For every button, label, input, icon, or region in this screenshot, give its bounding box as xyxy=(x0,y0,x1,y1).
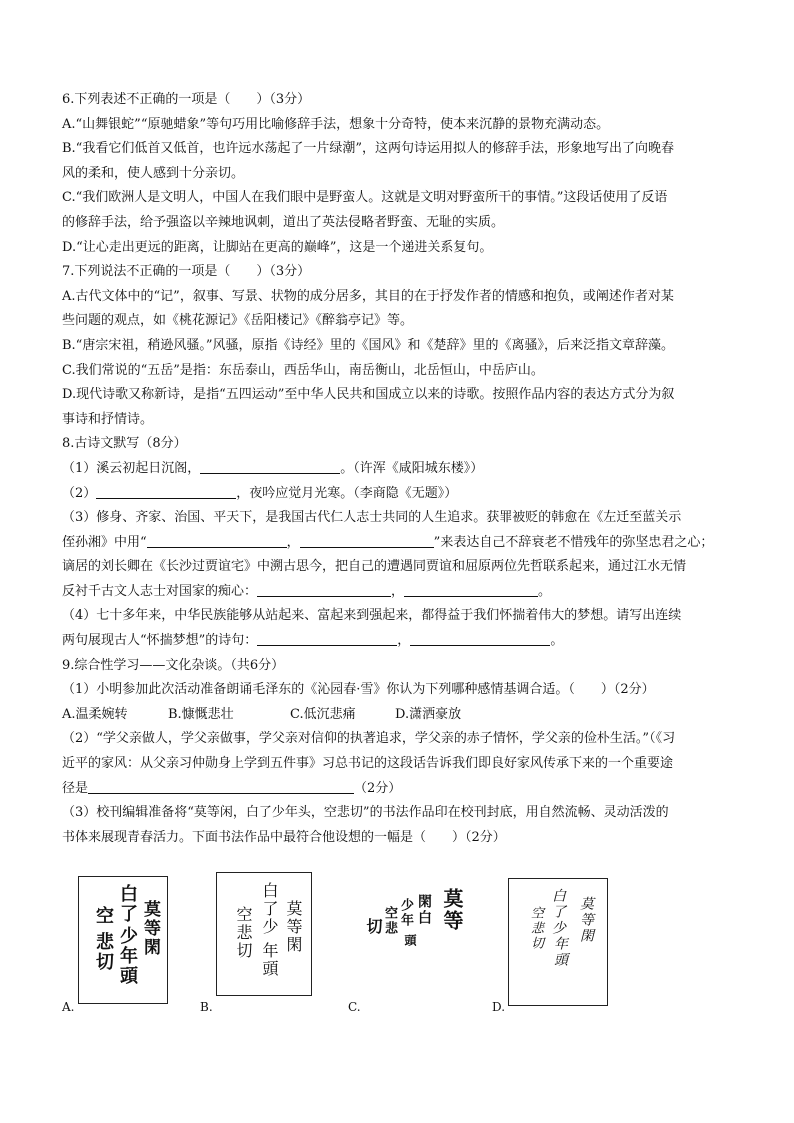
answer-blank[interactable] xyxy=(147,533,287,548)
choice-label: C. xyxy=(348,1000,361,1014)
q6-stem: 6.下列表述不正确的一项是（ ）（3分） xyxy=(62,92,311,107)
q8-sub1 xyxy=(62,457,742,482)
calligraphy-text: 白了少 xyxy=(260,882,279,936)
answer-blank[interactable] xyxy=(200,459,340,474)
calligraphy-text: 白了少 xyxy=(550,888,566,936)
q8-sub4-text: 两句展现古人“怀揣梦想”的诗句： xyxy=(62,633,258,649)
q8-sub3-line3: 谪居的刘长卿在《长沙过贾谊宅》中溯古思今，把自己的遭遇同贾谊和屈原两位先哲联系起来，通过江水无情 xyxy=(62,559,687,575)
q7-option-a-line2: 些问题的观点，如《桃花源记》《岳阳楼记》《醉翁亭记》等。 xyxy=(62,313,414,329)
comma: ， xyxy=(286,534,300,550)
q8-sub1-suffix: 。（许浑《咸阳城东楼》） xyxy=(340,460,484,476)
choice-label: B. xyxy=(200,1000,213,1014)
calligraphy-text: 切 xyxy=(364,918,383,936)
calligraphy-text: 空悲切 xyxy=(528,906,543,951)
answer-blank[interactable] xyxy=(257,631,397,646)
q8-sub4-line1: （4）七十多年来，中华民族能够从站起来、富起来到强起来，都得益于我们怀揣着伟大的梦想。请写出连续 xyxy=(62,608,682,624)
calligraphy-text: 頭 xyxy=(403,934,417,948)
calligraphy-c[interactable] xyxy=(348,870,488,1020)
calligraphy-text: 閑白 xyxy=(416,894,432,926)
answer-blank[interactable] xyxy=(410,631,550,646)
choice-label: D. xyxy=(492,1000,506,1014)
q8-stem: 8.古诗文默写（8分） xyxy=(62,436,187,452)
calligraphy-text: 莫等 xyxy=(440,888,464,932)
q8-sub4-line2 xyxy=(62,629,742,654)
q8-sub2 xyxy=(62,482,742,507)
answer-blank[interactable] xyxy=(257,582,391,597)
calligraphy-text: 空悲切 xyxy=(234,906,253,960)
q7-stem: 7.下列说法不正确的一项是（ ）（3分） xyxy=(62,264,311,280)
choice-a[interactable]: A.温柔婉转 xyxy=(62,706,128,722)
q7-option-c: C.我们常说的“五岳”是指：东岳泰山，西岳华山，南岳衡山，北岳恒山，中岳庐山。 xyxy=(62,362,544,378)
calligraphy-a[interactable] xyxy=(62,870,202,1020)
calligraphy-text: 莫等閑 xyxy=(284,900,303,954)
calligraphy-b[interactable] xyxy=(200,870,330,1020)
calligraphy-text: 莫等閑 xyxy=(140,900,160,957)
calligraphy-text: 少年 xyxy=(398,898,413,928)
period: 。 xyxy=(550,633,564,649)
choice-d[interactable]: D.潇洒豪放 xyxy=(395,706,462,722)
answer-blank[interactable] xyxy=(88,779,354,794)
q7-option-d-line2: 事诗和抒情诗。 xyxy=(62,411,154,427)
q9-sub3-line1: （3）校刊编辑准备将“莫等闲，白了少年头，空悲切”的书法作品印在校刊封底，用自然流畅、灵动活泼的 xyxy=(62,805,669,821)
q8-sub3-text: 侄孙湘》中用“ xyxy=(62,534,147,550)
q6-option-a: A.“山舞银蛇”“原驰蜡象”等句巧用比喻修辞手法，想象十分奇特，使本来沉静的景物充满动态。 xyxy=(62,116,610,132)
q9-sub2-score: （2分） xyxy=(354,780,402,796)
q9-sub3-line2: 书体来展现青春活力。下面书法作品中最符合他设想的一幅是（ ）（2分） xyxy=(62,829,506,845)
q9-stem: 9.综合性学习——文化杂谈。（共6分） xyxy=(62,657,285,673)
q8-sub3-line1: （3）修身、齐家、治国、平天下，是我国古代仁人志士共同的人生追求。获罪被贬的韩愈在《左迁至蓝关示 xyxy=(62,510,682,526)
q9-sub1-options xyxy=(62,703,742,728)
answer-blank[interactable] xyxy=(300,533,434,548)
q7-option-b: B.“唐宗宋祖，稍逊风骚。”风骚，原指《诗经》里的《国风》和《楚辞》里的《离骚》，后来泛指文章辞藻。 xyxy=(62,337,674,353)
calligraphy-text: 空 xyxy=(93,906,114,926)
q8-sub2-suffix: ，夜吟应觉月光寒。（李商隐《无题》） xyxy=(236,485,458,501)
calligraphy-text: 少年頭 xyxy=(117,926,138,986)
answer-blank[interactable] xyxy=(96,484,236,499)
calligraphy-text: 白了 xyxy=(117,884,138,924)
q7-option-a-line1: A.古代文体中的“记”，叙事、写景、状物的成分居多，其目的在于抒发作者的情感和抱负，或阐述作者对某 xyxy=(62,288,674,304)
question-sheet xyxy=(62,88,742,850)
q8-sub2-prefix: （2） xyxy=(62,485,97,501)
q6-option-c-line2: 的修辞手法，给予强盗以辛辣地讽刺，道出了英法侵略者野蛮、无耻的实质。 xyxy=(62,214,505,230)
period: 。 xyxy=(538,583,552,599)
q9-sub2-text: 径是 xyxy=(62,780,89,796)
calligraphy-choices xyxy=(62,870,742,1020)
q9-sub2-line2: 近平的家风：从父亲习仲勋身上学到五件事》习总书记的这段话告诉我们即良好家风传承下来的一个重要途 xyxy=(62,756,674,772)
q6-option-b-line1: B.“我看它们低首又低首，也许远水荡起了一片绿潮”，这两句诗运用拟人的修辞手法，形象地写出了向晚春 xyxy=(62,141,674,157)
calligraphy-text: 年頭 xyxy=(552,936,568,968)
q8-sub3-text: 反衬千古文人志士对国家的痴心： xyxy=(62,583,258,599)
q7-option-d-line1: D.现代诗歌又称新诗，是指“五四运动”至中华人民共和国成立以来的诗歌。按照作品内容的表达方式分为叙 xyxy=(62,387,675,403)
answer-blank[interactable] xyxy=(404,582,538,597)
q6-option-d: D.“让心走出更远的距离，让脚站在更高的巅峰”，这是一个递进关系复句。 xyxy=(62,239,493,255)
calligraphy-text: 年頭 xyxy=(260,942,279,978)
q6-option-b-line2: 风的柔和，使人感到十分亲切。 xyxy=(62,165,245,181)
comma: ， xyxy=(391,583,405,599)
q8-sub3-text: ”来表达自己不辞衰老不惜残年的弥坚忠君之心； xyxy=(433,534,714,550)
q6-option-c-line1: C.“我们欧洲人是文明人，中国人在我们眼中是野蛮人。这就是文明对野蛮所干的事情。”这段话使用了反语 xyxy=(62,190,668,206)
choice-b[interactable]: B.慷慨悲壮 xyxy=(168,706,234,722)
q8-sub3-line4 xyxy=(62,580,742,605)
q9-sub1: （1）小明参加此次活动准备朗诵毛泽东的《沁园春·雪》你认为下列哪种感情基调合适。（ ）（2分） xyxy=(62,682,655,698)
calligraphy-text: 悲切 xyxy=(93,932,114,972)
choice-label: A. xyxy=(62,1000,75,1014)
q9-sub2-line3 xyxy=(62,777,742,802)
choice-c[interactable]: C.低沉悲痛 xyxy=(290,706,356,722)
comma: ， xyxy=(397,633,411,649)
calligraphy-d[interactable] xyxy=(492,870,642,1020)
q9-sub2-line1: （2）“学父亲做人，学父亲做事，学父亲对信仰的执著追求，学父亲的赤子情怀，学父亲的俭朴生活。”（《习 xyxy=(62,731,676,747)
calligraphy-text: 莫等閑 xyxy=(578,896,594,944)
calligraphy-text: 空悲 xyxy=(382,906,397,936)
q8-sub3-line2 xyxy=(62,531,742,556)
q8-sub1-prefix: （1）溪云初起日沉阁， xyxy=(62,460,201,476)
